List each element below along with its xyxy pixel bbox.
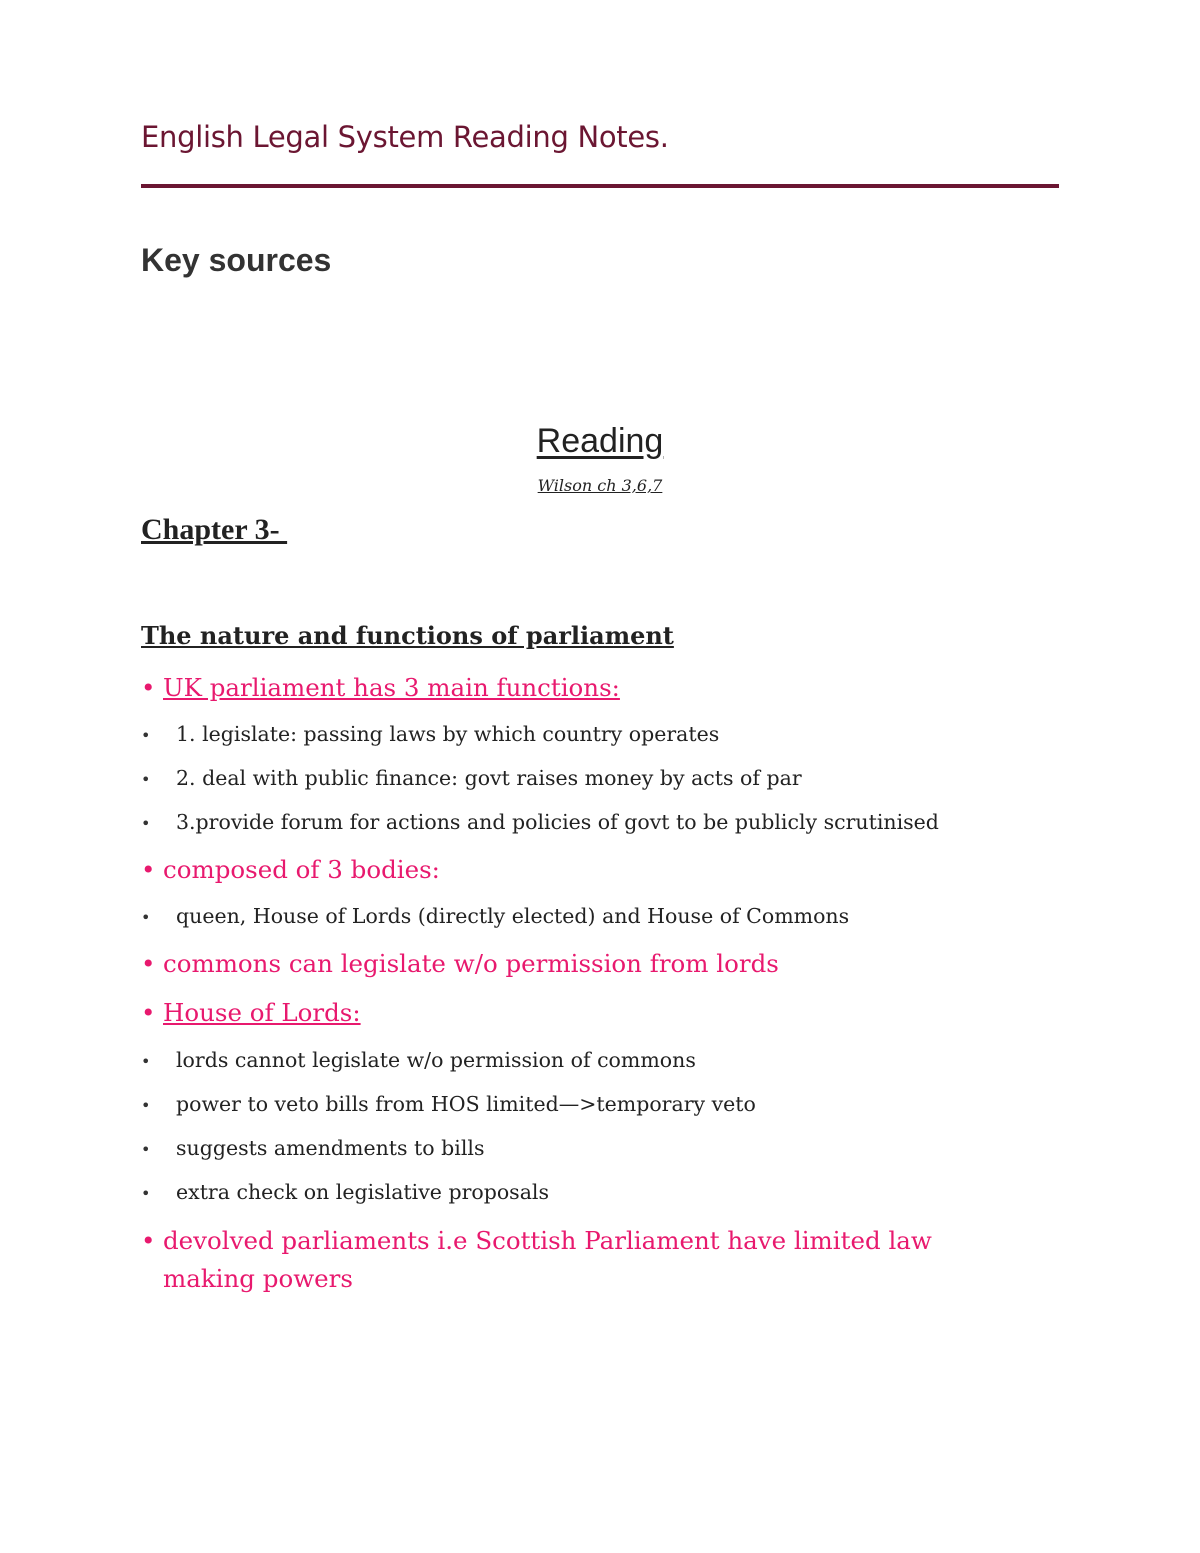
note-text: devolved parliaments i.e Scottish Parliament have limited law making powers — [163, 1226, 932, 1293]
list-item — [141, 998, 361, 1027]
note-text: queen, House of Lords (directly elected) and House of Commons — [176, 904, 850, 928]
list-item — [141, 722, 719, 746]
list-item — [141, 1092, 756, 1116]
list-item — [141, 1222, 1023, 1298]
document-title: English Legal System Reading Notes. — [141, 120, 669, 154]
bullet-icon: • — [141, 814, 151, 833]
list-item — [141, 766, 802, 790]
note-text: UK parliament has 3 main functions: — [163, 673, 620, 702]
note-text: power to veto bills from HOS limited—>temporary veto — [176, 1092, 756, 1116]
bullet-icon: • — [141, 1052, 151, 1071]
bullet-icon: • — [141, 1096, 151, 1115]
list-item — [141, 855, 440, 884]
list-item — [141, 949, 779, 978]
note-text: House of Lords: — [163, 998, 361, 1027]
note-text: suggests amendments to bills — [176, 1136, 485, 1160]
bullet-icon: • — [141, 726, 151, 745]
list-item — [141, 673, 620, 702]
title-divider — [141, 184, 1059, 188]
bullet-icon: • — [141, 1140, 151, 1159]
chapter-heading: Chapter 3- — [141, 513, 288, 546]
bullet-icon: • — [141, 949, 156, 978]
key-sources-heading: Key sources — [141, 242, 332, 278]
reading-subtitle: Wilson ch 3,6,7 — [537, 476, 663, 495]
note-text: extra check on legislative proposals — [176, 1180, 550, 1204]
note-text: 3.provide forum for actions and policies of govt to be publicly scrutinised — [176, 810, 939, 834]
section-heading: The nature and functions of parliament — [141, 621, 674, 650]
note-text: 1. legislate: passing laws by which country operates — [176, 722, 720, 746]
bullet-icon: • — [141, 1184, 151, 1203]
bullet-icon: • — [141, 770, 151, 789]
bullet-icon: • — [141, 673, 156, 702]
list-item — [141, 810, 939, 834]
bullet-icon: • — [141, 908, 151, 927]
note-text: 2. deal with public finance: govt raises money by acts of par — [176, 766, 802, 790]
note-text: commons can legislate w/o permission from lords — [163, 949, 779, 978]
reading-heading: Reading — [536, 422, 664, 460]
list-item — [141, 1180, 549, 1204]
list-item — [141, 1048, 696, 1072]
bullet-icon: • — [141, 1226, 156, 1255]
note-text: composed of 3 bodies: — [163, 855, 440, 884]
list-item — [141, 1136, 484, 1160]
note-text: lords cannot legislate w/o permission of commons — [176, 1048, 696, 1072]
bullet-icon: • — [141, 998, 156, 1027]
bullet-icon: • — [141, 855, 156, 884]
list-item — [141, 904, 849, 928]
